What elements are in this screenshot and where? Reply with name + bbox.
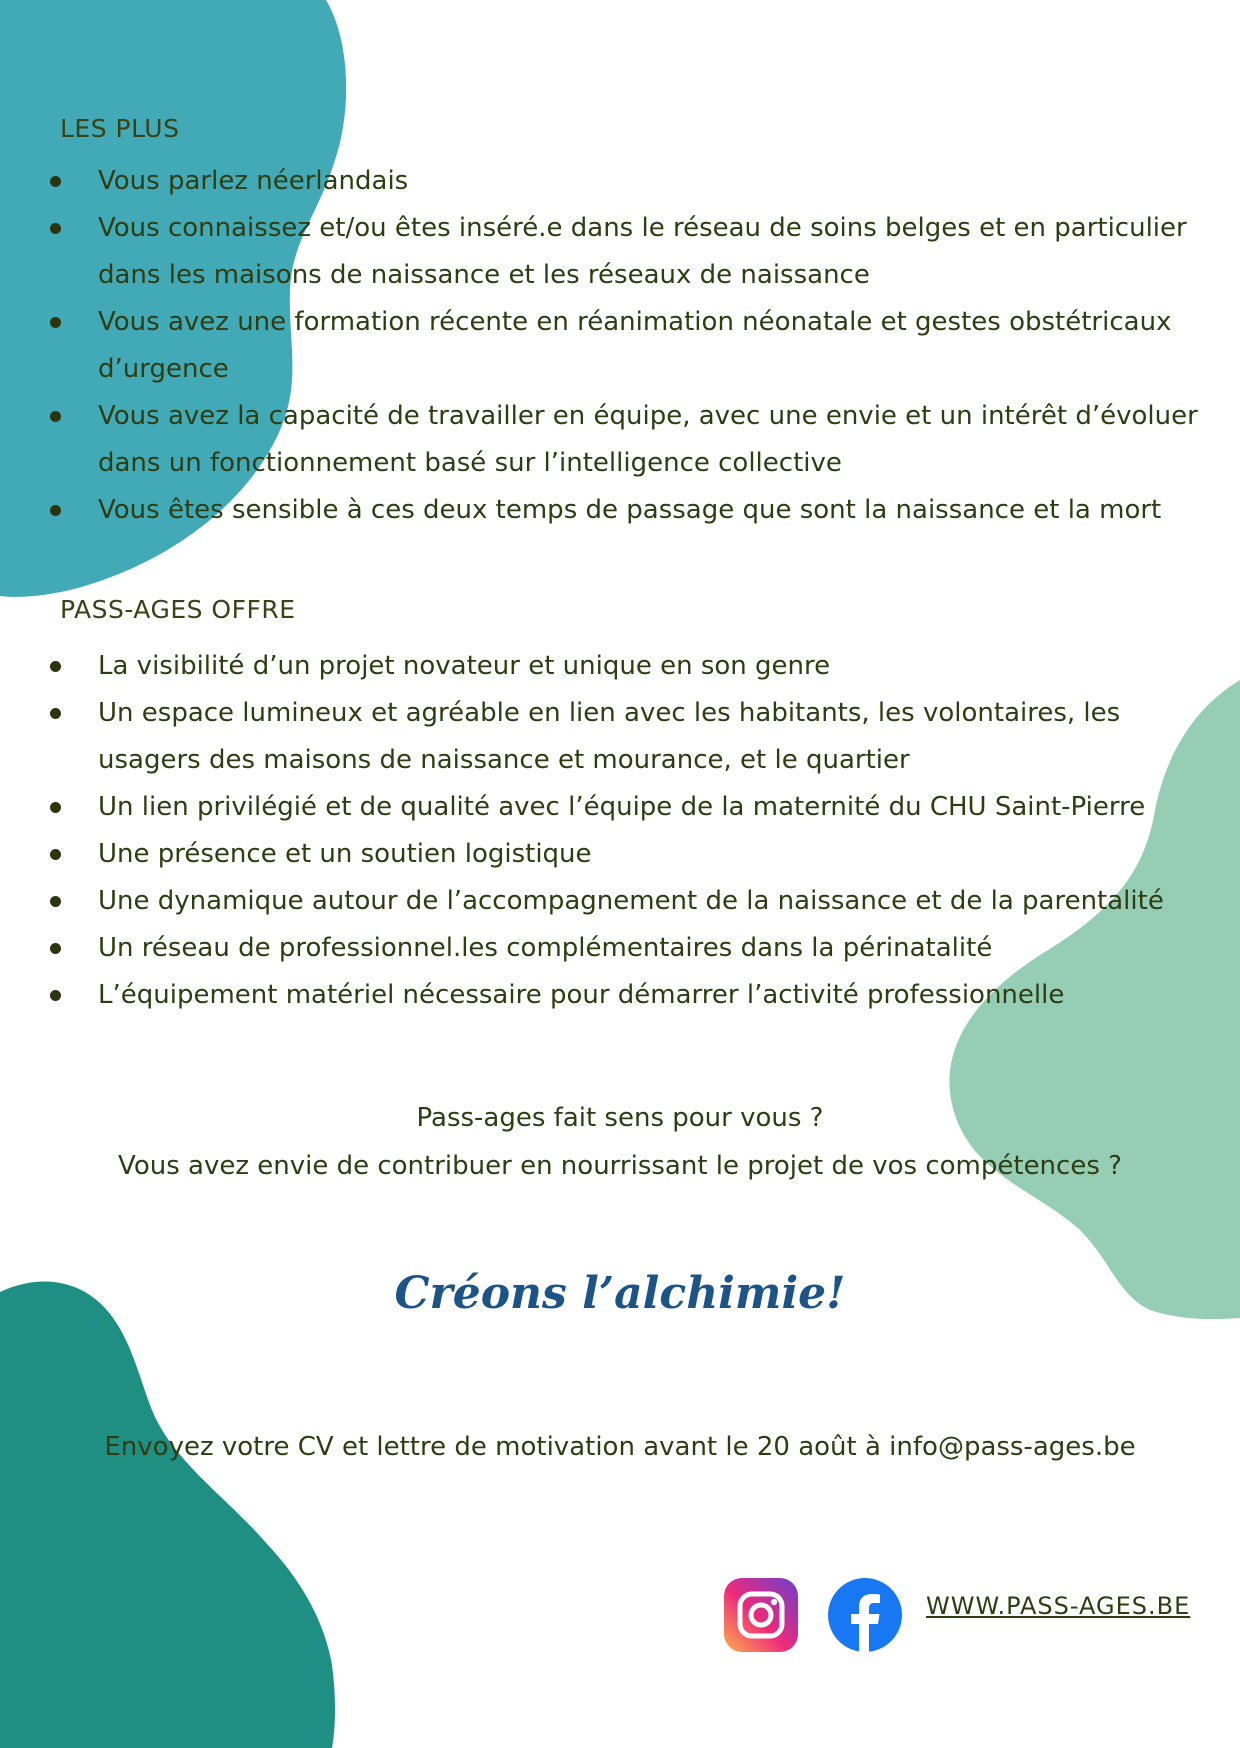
list-item: Un réseau de professionnel.les complémentaires dans la périnatalité — [44, 925, 1214, 972]
application-instructions: Envoyez votre CV et lettre de motivation avant le 20 août à info@pass-ages.be — [104, 1432, 1136, 1462]
question-line-1: Pass-ages fait sens pour vous ? — [416, 1103, 824, 1133]
list-item: La visibilité d’un projet novateur et unique en son genre — [44, 643, 1214, 690]
offre-list — [44, 643, 1214, 1019]
les-plus-list — [44, 158, 1214, 534]
offre-title: PASS-AGES OFFRE — [60, 595, 296, 624]
list-item: Vous avez une formation récente en réanimation néonatale et gestes obstétricaux d’urgence — [44, 299, 1214, 393]
website-link[interactable]: WWW.PASS-AGES.BE — [926, 1592, 1191, 1620]
les-plus-title: LES PLUS — [60, 114, 180, 143]
list-item: Une dynamique autour de l’accompagnement de la naissance et de la parentalité — [44, 878, 1214, 925]
list-item: Vous êtes sensible à ces deux temps de passage que sont la naissance et la mort — [44, 487, 1214, 534]
list-item: Une présence et un soutien logistique — [44, 831, 1214, 878]
social-links — [724, 1576, 932, 1654]
question-line-2: Vous avez envie de contribuer en nourrissant le projet de vos compétences ? — [118, 1151, 1122, 1181]
list-item: Vous connaissez et/ou êtes inséré.e dans le réseau de soins belges et en particulier dans les maisons de naissance et les réseaux de naissance — [44, 205, 1214, 299]
list-item: Un espace lumineux et agréable en lien avec les habitants, les volontaires, les usagers des maisons de naissance et mourance, et le quartier — [44, 690, 1214, 784]
instagram-icon[interactable] — [724, 1578, 798, 1652]
list-item: L’équipement matériel nécessaire pour démarrer l’activité professionnelle — [44, 972, 1214, 1019]
list-item: Vous parlez néerlandais — [44, 158, 1214, 205]
list-item: Vous avez la capacité de travailler en équipe, avec une envie et un intérêt d’évoluer dans un fonctionnement basé sur l’intelligence collective — [44, 393, 1214, 487]
slogan: Créons l’alchimie! — [394, 1268, 846, 1319]
facebook-icon[interactable] — [828, 1578, 902, 1652]
list-item: Un lien privilégié et de qualité avec l’équipe de la maternité du CHU Saint-Pierre — [44, 784, 1214, 831]
